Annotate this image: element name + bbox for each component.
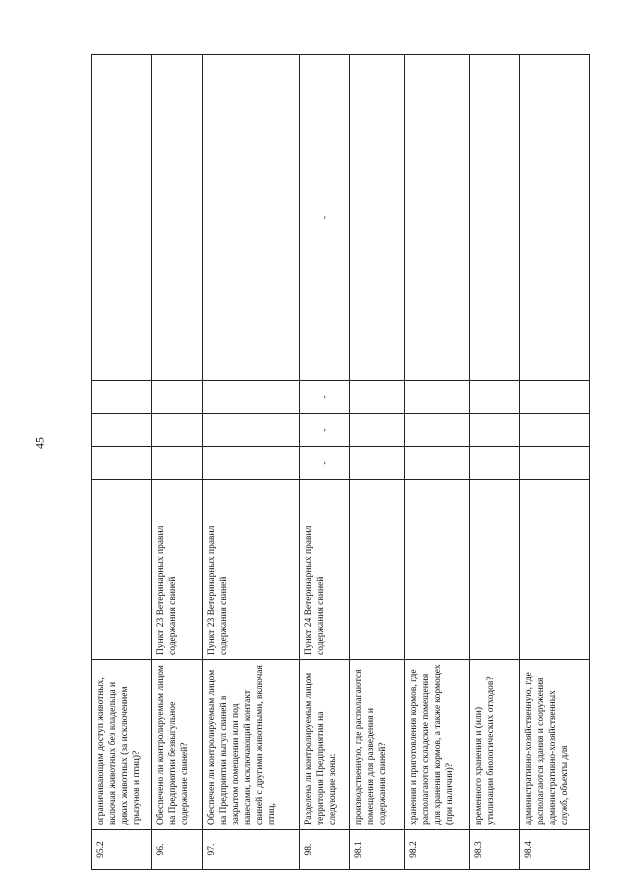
row-cell-na: - bbox=[300, 381, 350, 414]
table-row bbox=[470, 55, 520, 870]
row-source bbox=[470, 480, 520, 660]
row-cell-note bbox=[405, 55, 470, 381]
row-source: Пункт 23 Ветеринарных правил содержания свиней bbox=[152, 480, 203, 660]
row-question: хранения и приготовления кормов, где располагаются складские помещения для хранения кормов, а также кормоцех (при наличии)? bbox=[405, 660, 470, 830]
row-question: Обеспечен ли контролируемым лицом на Предприятии выгул свиней в закрытом помещении или под навесами, исключающий контакт свиней с другими животными, включая птиц, bbox=[203, 660, 300, 830]
row-number: 98. bbox=[300, 830, 350, 870]
row-cell-no bbox=[350, 414, 405, 447]
row-cell-note bbox=[152, 55, 203, 381]
row-cell-no bbox=[520, 414, 590, 447]
row-source bbox=[350, 480, 405, 660]
row-cell-note bbox=[520, 55, 590, 381]
row-cell-yes bbox=[350, 447, 405, 480]
row-number: 98.4 bbox=[520, 830, 590, 870]
row-number: 98.2 bbox=[405, 830, 470, 870]
row-cell-no: - bbox=[300, 414, 350, 447]
row-cell-yes bbox=[92, 447, 152, 480]
row-question: административно-хозяйственную, где располагаются здания и сооружения административно-хозяйственных служб, объекты для bbox=[520, 660, 590, 830]
row-number: 98.3 bbox=[470, 830, 520, 870]
row-cell-no bbox=[470, 414, 520, 447]
row-cell-no bbox=[405, 414, 470, 447]
row-cell-na bbox=[520, 381, 590, 414]
checklist-table bbox=[91, 54, 590, 870]
row-cell-note bbox=[92, 55, 152, 381]
row-cell-no bbox=[92, 414, 152, 447]
row-question: Обеспечено ли контролируемым лицом на Предприятии безвыгульное содержание свиней? bbox=[152, 660, 203, 830]
table-row bbox=[405, 55, 470, 870]
row-cell-na bbox=[350, 381, 405, 414]
row-cell-yes bbox=[520, 447, 590, 480]
row-cell-yes bbox=[203, 447, 300, 480]
row-number: 96. bbox=[152, 830, 203, 870]
row-cell-yes bbox=[470, 447, 520, 480]
row-cell-na bbox=[405, 381, 470, 414]
row-cell-yes bbox=[152, 447, 203, 480]
table-row bbox=[203, 55, 300, 870]
row-cell-na bbox=[152, 381, 203, 414]
table-row bbox=[92, 55, 152, 870]
table-row bbox=[520, 55, 590, 870]
row-number: 98.1 bbox=[350, 830, 405, 870]
row-cell-note bbox=[203, 55, 300, 381]
row-cell-no bbox=[203, 414, 300, 447]
row-cell-na bbox=[470, 381, 520, 414]
row-cell-yes bbox=[405, 447, 470, 480]
row-source bbox=[405, 480, 470, 660]
table-row bbox=[350, 55, 405, 870]
row-source bbox=[520, 480, 590, 660]
row-source: Пункт 23 Ветеринарных правил содержания свиней bbox=[203, 480, 300, 660]
row-question: ограничивающим доступ животных, включая животных без владельца и диких животных (за исключением грызунов и птиц)? bbox=[92, 660, 152, 830]
row-source: Пункт 24 Ветеринарных правил содержания свиней bbox=[300, 480, 350, 660]
row-source bbox=[92, 480, 152, 660]
table-row bbox=[300, 55, 350, 870]
page-number: 45 bbox=[32, 437, 47, 449]
row-cell-na bbox=[203, 381, 300, 414]
row-cell-no bbox=[152, 414, 203, 447]
rotated-page bbox=[91, 55, 589, 870]
row-cell-note bbox=[470, 55, 520, 381]
row-number: 95.2 bbox=[92, 830, 152, 870]
row-question: Разделена ли контролируемым лицом территория Предприятия на следующие зоны: bbox=[300, 660, 350, 830]
table-row bbox=[152, 55, 203, 870]
row-question: производственную, где располагаются помещения для разведения и содержания свиней? bbox=[350, 660, 405, 830]
row-cell-yes: - bbox=[300, 447, 350, 480]
row-cell-note: - bbox=[300, 55, 350, 381]
row-number: 97. bbox=[203, 830, 300, 870]
row-question: временного хранения и (или) утилизации биологических отходов? bbox=[470, 660, 520, 830]
row-cell-na bbox=[92, 381, 152, 414]
row-cell-note bbox=[350, 55, 405, 381]
